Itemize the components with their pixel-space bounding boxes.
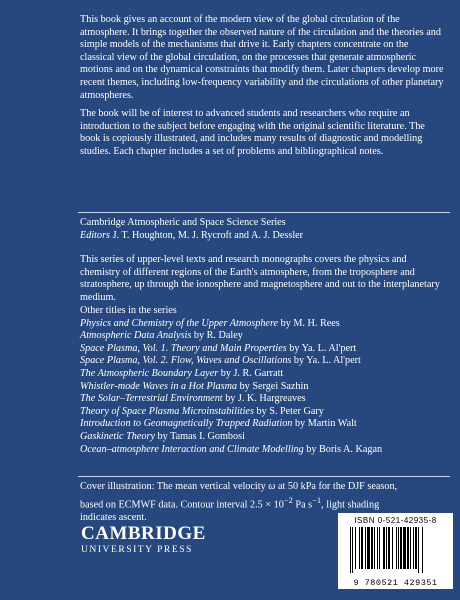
divider	[78, 212, 450, 213]
book-title: Whistler-mode Waves in a Hot Plasma	[80, 380, 238, 392]
barcode-bar	[396, 527, 397, 569]
exponent: −1	[312, 494, 322, 505]
barcode-bar	[374, 527, 375, 569]
barcode	[338, 513, 453, 589]
barcode-bar	[359, 527, 360, 569]
barcode-bar	[403, 527, 406, 569]
book-author: by J. K. Hargreaves	[225, 393, 306, 405]
book-title: Space Plasma, Vol. 2. Flow, Waves and Oscillations	[80, 355, 292, 367]
book-author: by J. R. Garratt	[220, 367, 284, 379]
barcode-bar	[410, 527, 411, 569]
book-author: by Tamas I. Gombosi	[157, 430, 245, 442]
barcode-bar	[367, 527, 370, 569]
barcode-bar	[392, 527, 393, 569]
divider	[78, 476, 450, 477]
list-item	[80, 318, 445, 331]
list-item	[80, 406, 445, 419]
publisher-name: CAMBRIDGE	[81, 523, 206, 544]
book-author: by Boris A. Kagan	[306, 443, 383, 455]
publisher-logo	[81, 524, 221, 556]
list-item	[80, 431, 445, 444]
barcode-bar	[388, 527, 390, 569]
other-titles-list	[80, 305, 445, 456]
description-paragraph-1: This book gives an account of the modern view of the global circulation of the atmosphere. It brings together the observed nature of the circulation and the theories and simple models of the mechanisms that drive it. Early chapters concentrate on the classical view of the global circulation, on the processes that generate atmospheric motions and on the dynamical constraints that modify them. Later chapters develop more recent themes, including low-frequency variability and the circulations of other planetary atmospheres.	[80, 14, 444, 101]
list-item	[80, 381, 445, 394]
book-title: Physics and Chemistry of the Upper Atmosphere	[80, 317, 279, 329]
series-description	[80, 254, 445, 304]
book-title: Atmospheric Data Analysis	[80, 330, 192, 342]
cover-text-part: indicates ascent.	[80, 511, 147, 523]
cover-text-part: , light shading	[321, 498, 380, 510]
isbn-number: ISBN 0-521-42935-8	[354, 516, 437, 525]
barcode-bar	[386, 527, 387, 569]
list-item	[80, 393, 445, 406]
list-item	[80, 418, 445, 431]
book-author: by Ya. L. Al'pert	[289, 342, 357, 354]
barcode-bar	[371, 527, 373, 569]
list-item	[80, 444, 445, 457]
editors-names: J. T. Houghton, M. J. Rycroft and A. J. Dessler	[112, 229, 304, 241]
book-author: by Ya. L. Al'pert	[293, 355, 361, 367]
series-description-text: This series of upper-level texts and research monographs covers the physics and chemistry of different regions of the Earth's atmosphere, from the troposphere and stratosphere, up through the ionosphere and magnetosphere and out to the interplanetary medium.	[80, 254, 440, 303]
book-title: Space Plasma, Vol. 1. Theory and Main Properties	[80, 342, 287, 354]
barcode-bar	[350, 527, 351, 573]
description-paragraph-2: The book will be of interest to advanced students and researchers who require an introduction to the subject before engaging with the original scientific literature. The book is copiously illustrated, and includes many results of diagnostic and modelling studies. Each chapter includes a set of problems and bibliographical notes.	[80, 108, 425, 157]
barcode-bar	[407, 527, 409, 569]
ean-number: 9 780521 429351	[353, 578, 438, 588]
barcode-bar	[398, 527, 399, 569]
book-title: Theory of Space Plasma Microinstabilities	[80, 405, 254, 417]
barcode-bar	[379, 527, 380, 569]
book-title: Ocean–atmosphere Interaction and Climate Modelling	[80, 443, 304, 455]
book-author: by Sergei Sazhin	[239, 380, 309, 392]
book-title: Gaskinetic Theory	[80, 430, 155, 442]
barcode-bar	[352, 527, 353, 573]
publisher-press: UNIVERSITY PRESS	[81, 544, 193, 555]
barcode-bar	[422, 527, 423, 573]
series-info	[80, 217, 445, 242]
list-item	[80, 368, 445, 381]
list-item	[80, 355, 445, 368]
cover-text-part: Cover illustration: The mean vertical velocity	[80, 481, 266, 492]
barcode-bar	[415, 527, 417, 569]
book-author: by S. Peter Gary	[256, 405, 324, 417]
barcode-bar	[413, 527, 414, 569]
omega-symbol: ω	[268, 481, 276, 492]
cover-text-part: at 50 kPa for the DJF season,	[277, 481, 398, 492]
other-titles-heading: Other titles in the series	[80, 305, 177, 316]
book-title: Introduction to Geomagnetically Trapped Radiation	[80, 418, 293, 430]
cover-text-part: based on ECMWF data. Contour interval 2.5 × 10	[80, 498, 284, 510]
list-item	[80, 343, 445, 356]
barcode-bar	[383, 527, 385, 569]
barcode-bar	[418, 527, 419, 573]
barcode-bar	[365, 527, 366, 569]
barcode-bar	[361, 527, 363, 569]
book-description	[80, 14, 445, 159]
book-title: The Atmospheric Boundary Layer	[80, 367, 219, 379]
barcode-bar	[400, 527, 402, 569]
book-author: by Martin Walt	[294, 418, 357, 430]
barcode-bar	[377, 527, 378, 569]
cover-text-part: Pa s	[295, 498, 313, 510]
book-author: by M. H. Rees	[280, 317, 340, 329]
barcode-bars	[350, 527, 442, 573]
series-editors-line	[80, 230, 445, 243]
barcode-bar	[355, 527, 356, 569]
book-title: The Solar–Terrestrial Environment	[80, 393, 223, 405]
exponent: −2	[283, 494, 293, 505]
list-item	[80, 330, 445, 343]
series-title: Cambridge Atmospheric and Space Science Series	[80, 217, 286, 228]
editors-label: Editors	[80, 229, 111, 241]
book-author: by R. Daley	[193, 330, 243, 342]
